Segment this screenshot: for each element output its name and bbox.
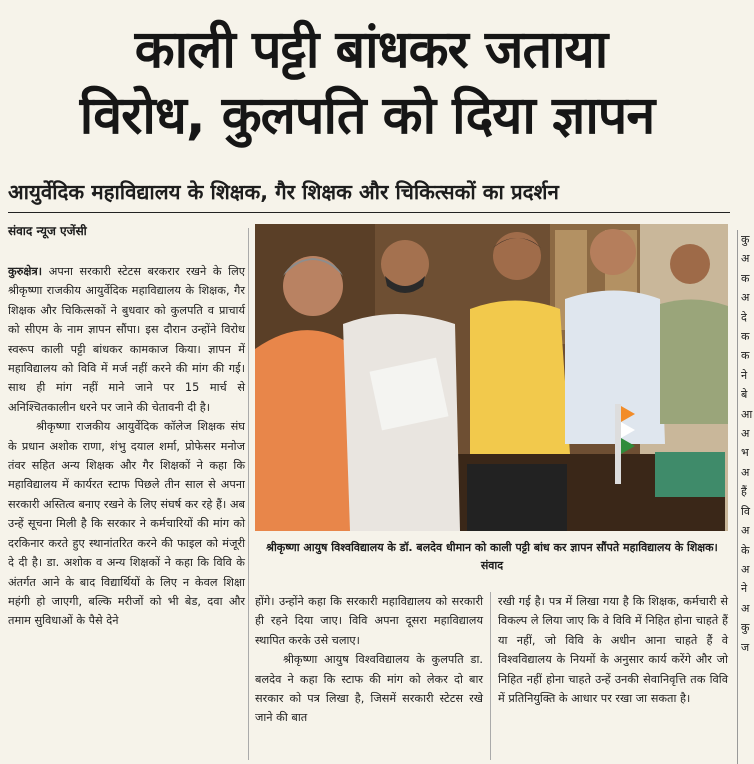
adjacent-text-fragment: ने [741, 582, 748, 596]
article-paragraph: श्रीकृष्णा आयुष विश्वविद्यालय के कुलपति डा. बलदेव ने कहा कि स्टाफ की मांग को लेकर दो बार सरकार को पत्र लिखा है, जिसमें सरकारी स्टेटस रखे जाने की बात [255, 653, 483, 725]
headline-line-1: काली पट्टी बांधकर जताया [134, 20, 608, 80]
adjacent-text-fragment: वि [741, 504, 750, 518]
column-divider [490, 592, 491, 760]
adjacent-text-fragment: अ [741, 427, 750, 441]
adjacent-text-fragment: कु [741, 621, 750, 635]
adjacent-text-fragment: क [741, 271, 750, 285]
adjacent-text-fragment: हैं [741, 485, 747, 499]
adjacent-text-fragment: अ [741, 465, 750, 479]
adjacent-text-fragment: भ [741, 446, 749, 460]
adjacent-text-fragment: अ [741, 252, 750, 266]
adjacent-text-fragment: दे [741, 310, 747, 324]
adjacent-text-fragment: अ [741, 291, 750, 305]
adjacent-text-fragment: क [741, 330, 750, 344]
adjacent-text-fragment: अ [741, 601, 750, 615]
paragraph-text: अपना सरकारी स्टेटस बरकरार रखने के लिए श्रीकृष्णा राजकीय आयुर्वेदिक महाविद्यालय के शिक्षक, गैर शिक्षक और चिकित्सकों ने बुधवार को कुलपति व प्राचार्य को सीएम के नाम ज्ञापन सौंपा। इस दौरान उन्होंने विरोध स्वरूप काली पट्टी बांधकर कामकाज किया। ज्ञापन में महाविद्यालय को विवि में मर्ज नहीं करने की मांग की गई। साथ ही मांग नहीं माने जाने पर 15 मार्च से अनिश्चितकालीन धरने पर जाने की चेतावनी दी है। [8, 265, 246, 414]
dateline: कुरुक्षेत्र। [8, 265, 43, 278]
article-column-2 [255, 592, 483, 728]
adjacent-article-fragment [737, 230, 754, 764]
adjacent-text-fragment: ज [741, 640, 750, 654]
byline: संवाद न्यूज एजेंसी [8, 224, 87, 238]
article-paragraph [8, 262, 245, 417]
subheadline: आयुर्वेदिक महाविद्यालय के शिक्षक, गैर शिक्षक और चिकित्सकों का प्रदर्शन [8, 180, 559, 204]
news-photo-illustration [255, 224, 728, 531]
adjacent-text-fragment: अ [741, 562, 750, 576]
article-paragraph: रखी गई है। पत्र में लिखा गया है कि शिक्षक, कर्मचारी से विकल्प ले लिया जाए कि वे विवि में निहित होना चाहते हैं या नहीं, जो विवि के अधीन आना चाहते हैं वे विश्वविद्यालय के नियमों के अनुसार कार्य करेंगे और जो निहित नहीं होना चाहते उन्हें उनकी सेवानिवृत्ति तक विवि में प्रतिनियुक्ति के आधार पर रखा जा सकता है। [498, 595, 728, 706]
adjacent-text-fragment: क [741, 349, 750, 363]
subheadline-rule [8, 212, 730, 213]
article-column-1 [8, 262, 245, 631]
news-photo [255, 224, 728, 531]
adjacent-text-fragment: कु [741, 233, 750, 246]
article-paragraph: श्रीकृष्णा राजकीय आयुर्वेदिक कॉलेज शिक्षक संघ के प्रधान अशोक राणा, शंभु दयाल शर्मा, प्रोफेसर मनोज तंवर सहित अन्य शिक्षक और गैर शिक्षकों ने कहा कि महाविद्यालय में कार्यरत स्टाफ पिछले तीन साल से अपना सरकारी अस्तित्व बनाए रखने के लिए संघर्ष कर रहे हैं। अब उन्हें सूचना मिली है कि सरकार ने कर्मचारियों की मांग को दरकिनार करते हुए स्थानांतरित करने की फाइल को मंजूरी दे दी है। डा. अशोक व अन्य शिक्षकों ने कहा कि विवि के अंतर्गत आने के बाद विद्यार्थियों के लिए न केवल शिक्षा महंगी हो जाएगी, बल्कि मरीजों को भी बेड, दवा और तमाम सुविधाओं के पैसे देने [8, 420, 245, 628]
adjacent-text-fragment: के [741, 543, 750, 557]
article-column-3 [498, 592, 728, 708]
article-paragraph: होंगे। उन्होंने कहा कि सरकारी महाविद्यालय को सरकारी ही रहने दिया जाए। विवि अपना दूसरा महाविद्यालय स्थापित करके उसे चलाए। [255, 595, 483, 647]
photo-caption: श्रीकृष्णा आयुष विश्वविद्यालय के डॉ. बलदेव धीमान को काली पट्टी बांध कर ज्ञापन सौंपते महाविद्यालय के शिक्षक। संवाद [266, 541, 718, 572]
adjacent-text-fragment: ने [741, 368, 748, 382]
adjacent-text-fragment: आ [741, 407, 753, 421]
adjacent-text-fragment: बे [741, 388, 748, 402]
headline-line-2: विरोध, कुलपति को दिया ज्ञापन [79, 86, 655, 146]
column-divider [248, 228, 249, 760]
adjacent-text-fragment: अ [741, 524, 750, 538]
